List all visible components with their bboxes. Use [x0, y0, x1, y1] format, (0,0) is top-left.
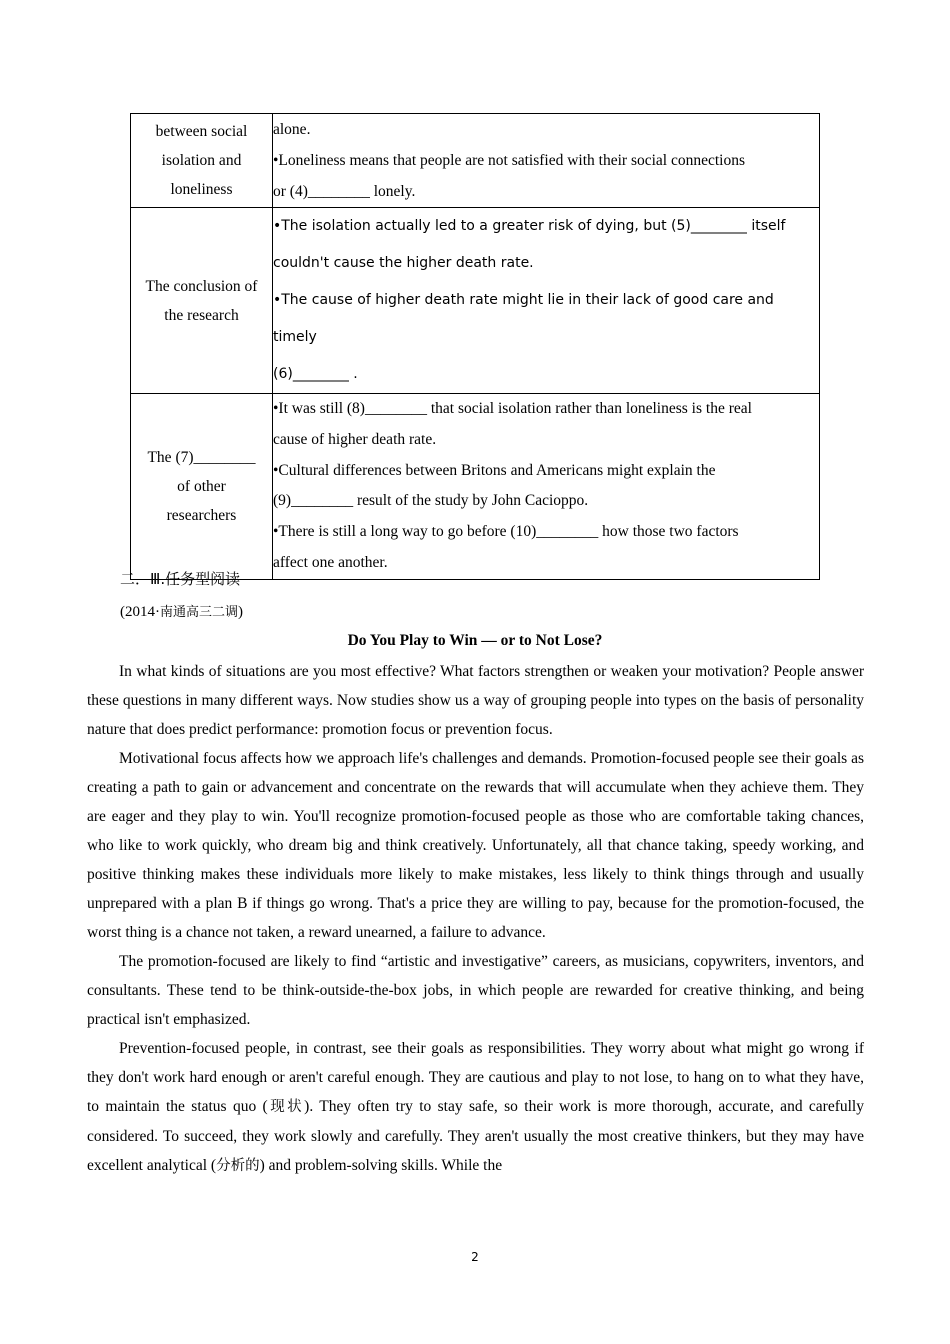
summary-table — [130, 113, 820, 580]
table-row — [131, 114, 820, 208]
row-label-cell: between social isolation and loneliness — [131, 114, 273, 208]
table-row — [131, 394, 820, 580]
table-row — [131, 208, 820, 394]
row-content-cell: •It was still (8)________ that social isolation rather than loneliness is the real cause of higher death rate. •Cultural differences between Britons and Americans might explain the (9)________ result of the study by John Cacioppo. •There is still a long way to go before (10)________ how those two factors affect one another. — [273, 394, 820, 580]
paragraph: In what kinds of situations are you most effective? What factors strengthen or weaken your motivation? People answer these questions in many different ways. Now studies show us a way of grouping people into types on the basis of personality nature that does predict performance: promotion focus or prevention focus. — [87, 663, 864, 738]
section-heading: 二．Ⅲ.任务型阅读 — [120, 570, 241, 588]
paragraph: The promotion-focused are likely to find “artistic and investigative” careers, as musicians, copywriters, inventors, and consultants. These tend to be think-outside-the-box jobs, in which people are rewarded for creative thinking, and being practical isn't emphasized. — [87, 953, 864, 1028]
article-body — [87, 657, 864, 1181]
row-content-cell: alone. •Loneliness means that people are not satisfied with their social connections or (4)________ lonely. — [273, 114, 820, 208]
row-label-cell: The conclusion of the research — [131, 208, 273, 394]
article-title: Do You Play to Win — or to Not Lose? — [347, 632, 603, 649]
row-content-cell: •The isolation actually led to a greater risk of dying, but (5)________ itself couldn't cause the higher death rate. •The cause of higher death rate might lie in their lack of good care and timely (6)________ . — [273, 208, 820, 394]
paragraph: Prevention-focused people, in contrast, see their goals as responsibilities. They worry about what might go wrong if they don't work hard enough or aren't careful enough. They are cautious and play to not lose, to hang on to what they have, to maintain the status quo (现状). They often try to stay safe, so their work is more thorough, accurate, and carefully considered. To succeed, they work slowly and carefully. They aren't usually the most creative thinkers, but they may have excellent analytical (分析的) and problem-solving skills. While the — [87, 1040, 864, 1174]
source-line: (2014·南通高三二调) — [120, 604, 244, 620]
row-label-cell: The (7)________ of other researchers — [131, 394, 273, 580]
paragraph: Motivational focus affects how we approach life's challenges and demands. Promotion-focused people see their goals as creating a path to gain or advancement and concentrate on the rewards that will accumulate when they achieve them. They are eager and they play to win. You'll recognize promotion-focused people as those who are comfortable taking chances, who like to work quickly, who dream big and think creatively. Unfortunately, all that chance taking, speedy working, and positive thinking makes these individuals more likely to make mistakes, less likely to think things through and usually unprepared with a plan B if things go wrong. That's a price they are willing to pay, because for the promotion-focused, the worst thing is a chance not taken, a reward unearned, a failure to advance. — [87, 750, 864, 941]
page-number: 2 — [471, 1250, 479, 1264]
